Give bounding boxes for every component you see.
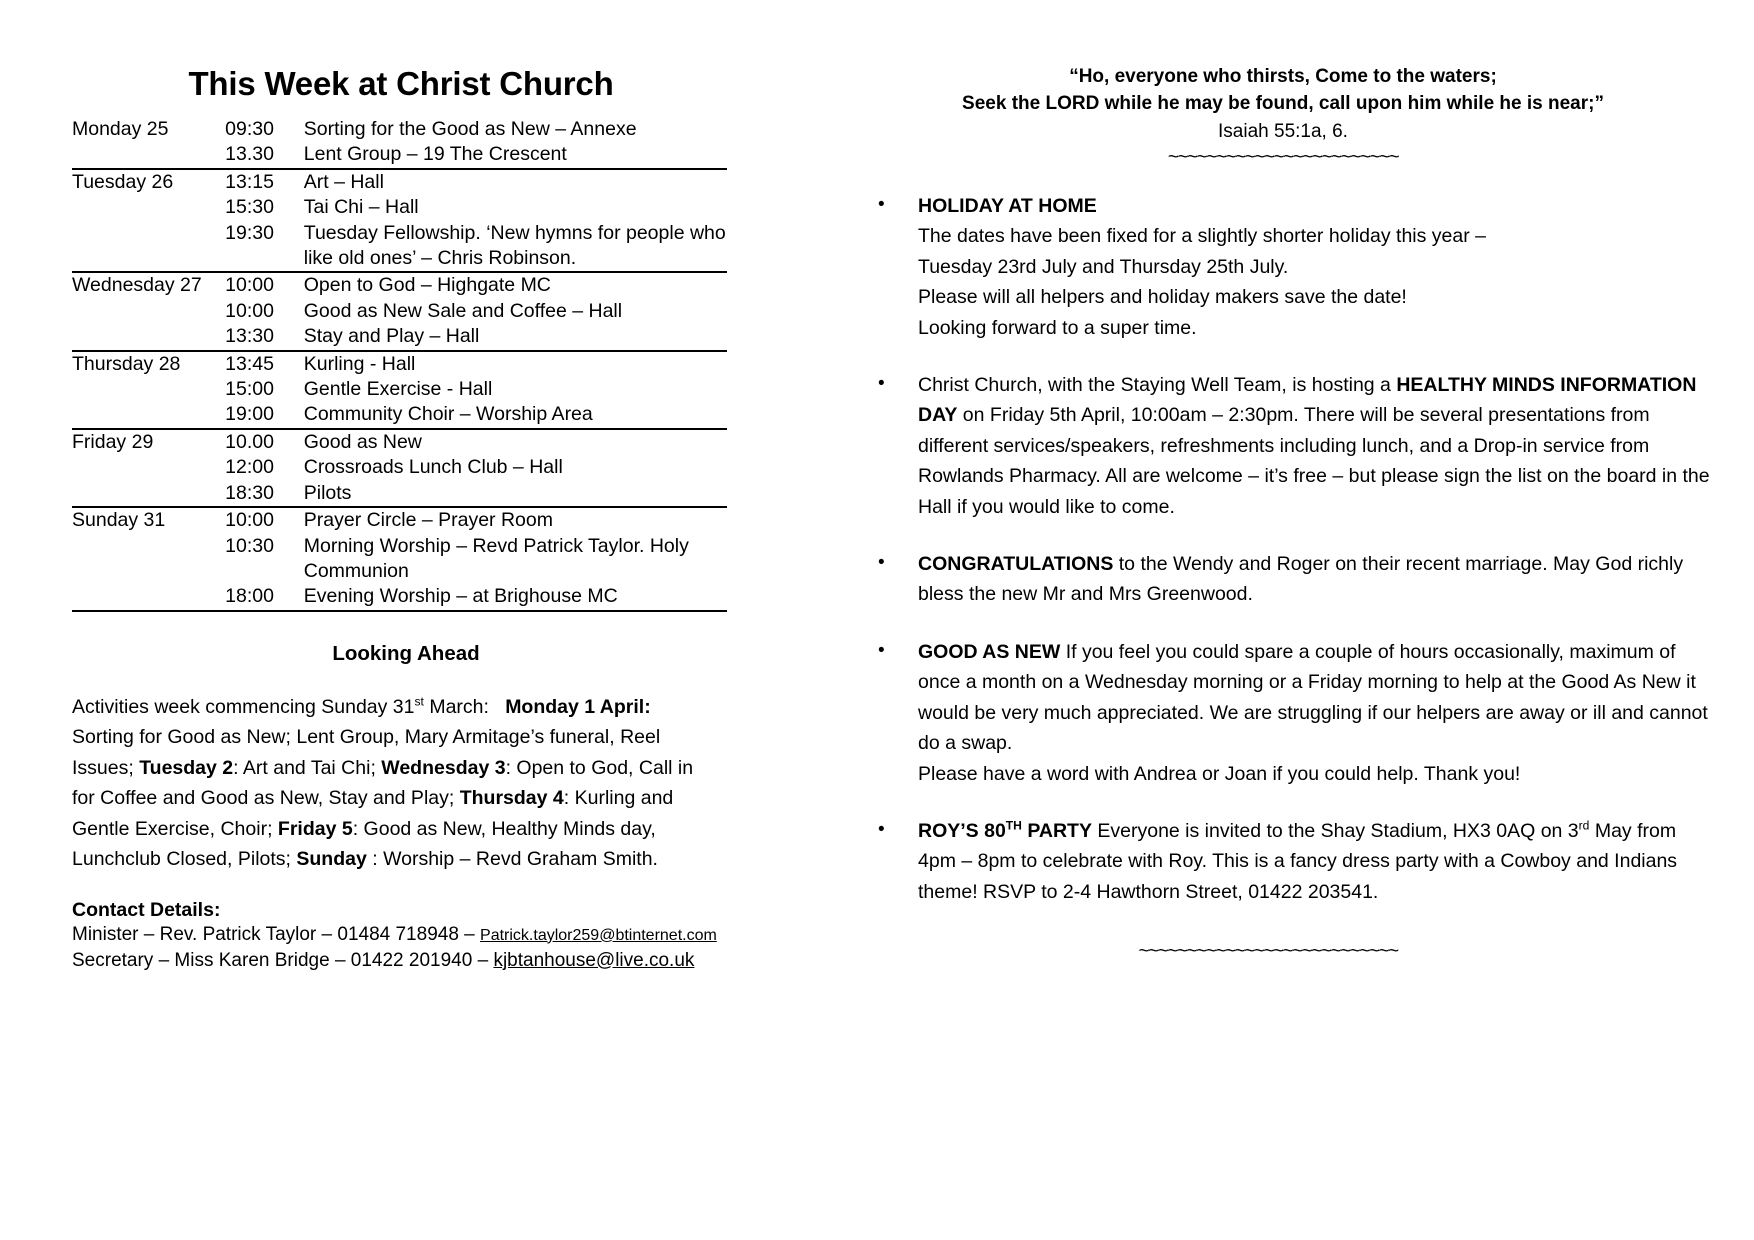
schedule-event: Evening Worship – at Brighouse MC [304, 584, 727, 610]
schedule-time: 10:00 [225, 507, 304, 533]
schedule-day-label: Sunday 31 [72, 507, 225, 533]
schedule-time: 19:00 [225, 403, 274, 426]
notice-bold-title: CONGRATULATIONS [918, 553, 1114, 576]
schedule-event: Community Choir – Worship Area [303, 403, 593, 426]
schedule-event: Open to God – Highgate MC [304, 272, 727, 298]
weekly-schedule-table [72, 117, 727, 612]
notice-item [856, 637, 1710, 789]
notice-bold-ordinal: TH [1005, 818, 1022, 833]
schedule-time: 09:30 [225, 118, 274, 140]
table-row [72, 481, 727, 507]
schedule-event: Kurling - Hall [304, 351, 727, 377]
table-row [72, 351, 727, 377]
table-row [72, 221, 727, 273]
notice-bold-title: HEALTHY MINDS INFORMATION DAY [918, 374, 1697, 427]
schedule-event: Good as New Sale and Coffee – Hall [303, 299, 623, 322]
schedule-time: 10:30 [225, 534, 274, 557]
notice-body: CONGRATULATIONS to the Wendy and Roger on their recent marriage. May God richly bless the new Mr and Mrs Greenwood. [918, 553, 1684, 606]
table-row [72, 272, 727, 298]
notice-body-line: Tuesday 23rd July and Thursday 25th July. [918, 255, 1289, 278]
notice-body-line: Looking forward to a super time. [918, 316, 1197, 339]
schedule-time: 10:00 [225, 272, 304, 298]
schedule-day-label [72, 324, 225, 350]
table-row [72, 142, 727, 168]
schedule-event: Tuesday Fellowship. ‘New hymns for people who like old ones’ – Chris Robinson. [303, 221, 726, 270]
table-row [72, 455, 727, 480]
schedule-time: 15:30 [225, 196, 274, 219]
schedule-day-label: Wednesday 27 [72, 272, 225, 298]
schedule-day-label [72, 402, 225, 428]
schedule-day-label [72, 584, 225, 610]
la-tuesday-label: Tuesday 2 [139, 756, 234, 779]
notice-body-line: Please will all helpers and holiday makers save the date! [918, 286, 1407, 309]
la-intro-ordinal: st [414, 694, 424, 709]
schedule-event: Stay and Play – Hall [303, 325, 480, 348]
table-row [72, 429, 727, 455]
schedule-time: 13:45 [225, 351, 304, 377]
schedule-time: 10.00 [225, 429, 304, 455]
schedule-time: 10:00 [225, 299, 274, 322]
schedule-event: Good as New [304, 429, 727, 455]
notice-body: Christ Church, with the Staying Well Team, is hosting a HEALTHY MINDS INFORMATION DAY on Friday 5th April, 10:00am – 2:30pm. There will be several presentations from different services/speakers, refreshments including lunch, and a Drop-in service from Rowlands Pharmacy. All are welcome – it’s free – but please sign the list on the board in the Hall if you would like to come. [918, 374, 1710, 518]
schedule-event: Prayer Circle – Prayer Room [304, 507, 727, 533]
minister-text: Minister – Rev. Patrick Taylor – 01484 718948 – [72, 923, 481, 945]
notice-item [856, 370, 1710, 522]
table-row [72, 299, 727, 324]
schedule-time: 18:30 [225, 481, 274, 504]
la-sunday-text: : Worship – Revd Graham Smith. [366, 848, 658, 871]
table-row [72, 169, 727, 195]
table-row [72, 402, 727, 428]
table-row [72, 534, 727, 585]
schedule-time: 15:00 [225, 378, 274, 401]
schedule-day-label [72, 455, 225, 480]
secretary-text: Secretary – Miss Karen Bridge – 01422 201940 – [72, 949, 494, 971]
divider-squiggle-bottom: ~~~~~~~~~~~~~~~~~~~~~~~~~~~ [1138, 941, 1398, 963]
scripture-reference: Isaiah 55:1a, 6. [1218, 121, 1348, 142]
schedule-event: Lent Group – 19 The Crescent [303, 143, 567, 166]
contact-minister-line [72, 922, 820, 948]
schedule-time: 12:00 [225, 456, 274, 479]
table-row [72, 507, 727, 533]
schedule-event: Crossroads Lunch Club – Hall [303, 456, 563, 479]
verse-line-2: Seek the LORD while he may be found, call upon him while he is near;” [962, 93, 1604, 114]
schedule-day-label [72, 481, 225, 507]
notice-body: GOOD AS NEW If you feel you could spare a couple of hours occasionally, maximum of once a month on a Wednesday morning or a Friday morning to help at the Good As New it would be very much appreciated. We are struggling if our helpers are away or ill and cannot do a swap. [918, 640, 1708, 755]
la-wednesday-label: Wednesday 3 [381, 756, 506, 779]
verse-line-1: “Ho, everyone who thirsts, Come to the waters; [1069, 66, 1497, 87]
la-monday-label: Monday 1 April: [505, 695, 651, 718]
left-column [40, 55, 830, 1220]
notice-bold-title: GOOD AS NEW [918, 640, 1061, 663]
secretary-email-link[interactable]: kjbtanhouse@live.co.uk [493, 949, 695, 971]
notice-item [856, 549, 1710, 610]
la-thursday-text: : Kurling and Gentle Exercise, Choir; [72, 787, 674, 840]
page-title: This Week at Christ Church [188, 65, 614, 102]
la-friday-label: Friday 5 [277, 817, 353, 840]
la-intro: Activities week commencing Sunday 31 [72, 695, 415, 718]
la-intro-after: March: [423, 695, 489, 718]
schedule-time: 19:30 [225, 221, 274, 244]
notice-body-line: The dates have been fixed for a slightly shorter holiday this year – [918, 225, 1486, 248]
schedule-time: 18:00 [225, 584, 304, 610]
looking-ahead-heading: Looking Ahead [332, 641, 480, 665]
notice-item [856, 191, 1710, 343]
notice-body-line: Please have a word with Andrea or Joan if you could help. Thank you! [918, 762, 1521, 785]
schedule-event: Art – Hall [304, 169, 727, 195]
notice-heading-line [918, 191, 1710, 221]
divider-squiggle-top: ~~~~~~~~~~~~~~~~~~~~~~~~ [1167, 147, 1399, 168]
looking-ahead-paragraph [72, 692, 712, 875]
notice-heading: HOLIDAY AT HOME [918, 195, 1097, 217]
la-wednesday-text: : Open to God, Call in for Coffee and Good as New, Stay and Play; [72, 756, 694, 810]
table-row [72, 117, 727, 142]
table-row [72, 377, 727, 402]
schedule-day-label [72, 195, 225, 220]
la-monday-text: Sorting for Good as New; Lent Group, Mary Armitage’s funeral, Reel Issues; [72, 726, 661, 779]
la-tuesday-text: : Art and Tai Chi; [233, 756, 382, 779]
schedule-time: 13:30 [225, 325, 274, 348]
notice-bold-title: ROY’S 80TH PARTY [918, 818, 1092, 842]
schedule-day-label [72, 377, 225, 402]
schedule-day-label: Tuesday 26 [72, 169, 225, 195]
schedule-day-label: Friday 29 [72, 429, 225, 455]
table-row [72, 324, 727, 350]
notice-body: ROY’S 80TH PARTY Everyone is invited to the Shay Stadium, HX3 0AQ on 3rd May from 4pm – 8pm to celebrate with Roy. This is a fancy dress party with a Cowboy and Indians theme! RSVP to 2-4 Hawthorn Street, 01422 203541. [918, 818, 1678, 903]
schedule-event: Sorting for the Good as New – Annexe [303, 118, 637, 140]
schedule-day-label [72, 142, 225, 168]
schedule-body [72, 117, 727, 611]
schedule-day-label [72, 534, 225, 585]
la-sunday-label: Sunday [296, 848, 367, 871]
table-row [72, 584, 727, 610]
minister-email-link[interactable]: Patrick.taylor259@btinternet.com [480, 926, 717, 944]
schedule-event: Pilots [303, 481, 352, 504]
la-friday-text: : Good as New, Healthy Minds day, Lunchclub Closed, Pilots; [72, 817, 656, 871]
schedule-day-label: Thursday 28 [72, 351, 225, 377]
schedule-day-label: Monday 25 [72, 118, 169, 140]
scripture-verse [856, 63, 1710, 117]
notice-item [856, 816, 1710, 907]
schedule-day-label [72, 299, 225, 324]
schedule-time: 13.30 [225, 143, 274, 166]
schedule-time: 13:15 [225, 169, 304, 195]
contact-details-heading: Contact Details: [72, 898, 221, 921]
la-thursday-label: Thursday 4 [459, 787, 564, 810]
table-row [72, 195, 727, 220]
schedule-event: Morning Worship – Revd Patrick Taylor. Holy Communion [303, 534, 689, 582]
schedule-event: Tai Chi – Hall [303, 196, 419, 219]
schedule-day-label [72, 221, 225, 273]
contact-secretary-line [72, 948, 820, 973]
notices-list [856, 191, 1710, 907]
notice-date-ordinal: rd [1578, 818, 1590, 833]
right-column [830, 55, 1710, 1220]
schedule-event: Gentle Exercise - Hall [303, 378, 493, 401]
